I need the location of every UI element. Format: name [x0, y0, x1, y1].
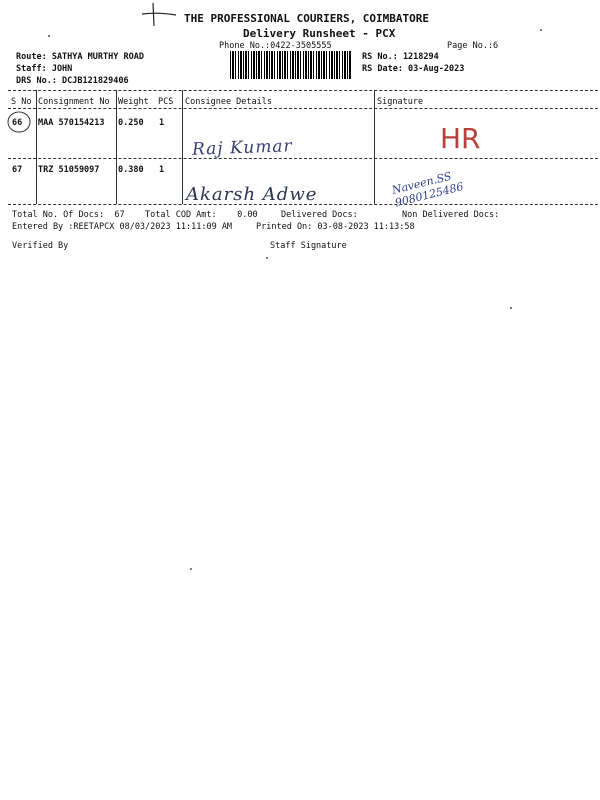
col-divider — [182, 90, 183, 204]
col-divider — [36, 90, 37, 204]
header-bottom-rule — [8, 108, 598, 109]
row-pcs: 1 — [159, 165, 165, 175]
total-docs: Total No. Of Docs: 67 — [12, 210, 125, 220]
document-subtitle: Delivery Runsheet - PCX — [243, 27, 396, 40]
delivered-docs: Delivered Docs: — [281, 210, 358, 220]
non-delivered-docs: Non Delivered Docs: — [402, 210, 500, 220]
scan-speck — [190, 568, 192, 570]
table-top-rule — [8, 90, 598, 91]
page-number: Page No.:6 — [447, 41, 499, 51]
scan-speck — [266, 257, 268, 259]
header-signature: Signature — [377, 97, 424, 107]
signature-handwriting: Naveen.SS 9080125486 — [390, 169, 465, 210]
header-consignee: Consignee Details — [185, 97, 272, 107]
row-consignment: TRZ 51059097 — [38, 165, 100, 175]
row-sno: 67 — [12, 165, 23, 175]
row-weight: 0.380 — [118, 165, 144, 175]
row-weight: 0.250 — [118, 118, 144, 128]
row-pcs: 1 — [159, 118, 165, 128]
rs-number: RS No.: 1218294 — [362, 52, 439, 62]
consignee-handwriting: Akarsh Adwe — [186, 184, 318, 205]
company-title: THE PROFESSIONAL COURIERS, COIMBATORE — [184, 12, 430, 25]
rs-date: RS Date: 03-Aug-2023 — [362, 64, 465, 74]
row-divider — [8, 158, 598, 159]
staff-label: Staff: JOHN — [16, 64, 73, 74]
col-divider — [374, 90, 375, 204]
scan-speck — [540, 29, 542, 31]
barcode — [230, 51, 352, 79]
header-weight: Weight — [118, 97, 149, 107]
scan-speck — [510, 307, 512, 309]
consignee-handwriting: Raj Kumar — [191, 136, 293, 160]
signature-handwriting: HR — [440, 122, 481, 155]
total-cod: Total COD Amt: 0.00 — [145, 210, 258, 220]
row-sno: 66 — [12, 118, 23, 128]
staff-signature: Staff Signature — [270, 241, 347, 251]
header-pcs: PCS — [158, 97, 174, 107]
header-consignment: Consignment No — [38, 97, 110, 107]
entered-by: Entered By :REETAPCX 08/03/2023 11:11:09 AM — [12, 222, 233, 232]
route-label: Route: SATHYA MURTHY ROAD — [16, 52, 144, 62]
drs-number: DRS No.: DCJB121829406 — [16, 76, 129, 86]
printed-on: Printed On: 03-08-2023 11:13:58 — [256, 222, 415, 232]
verified-by: Verified By — [12, 241, 69, 251]
col-divider — [116, 90, 117, 204]
header-sno: S No — [11, 97, 32, 107]
row-consignment: MAA 570154213 — [38, 118, 105, 128]
scan-speck — [48, 35, 50, 37]
pen-cross-mark — [140, 2, 180, 28]
phone-number: Phone No.:0422-3505555 — [219, 41, 332, 51]
circle-mark — [6, 110, 32, 134]
